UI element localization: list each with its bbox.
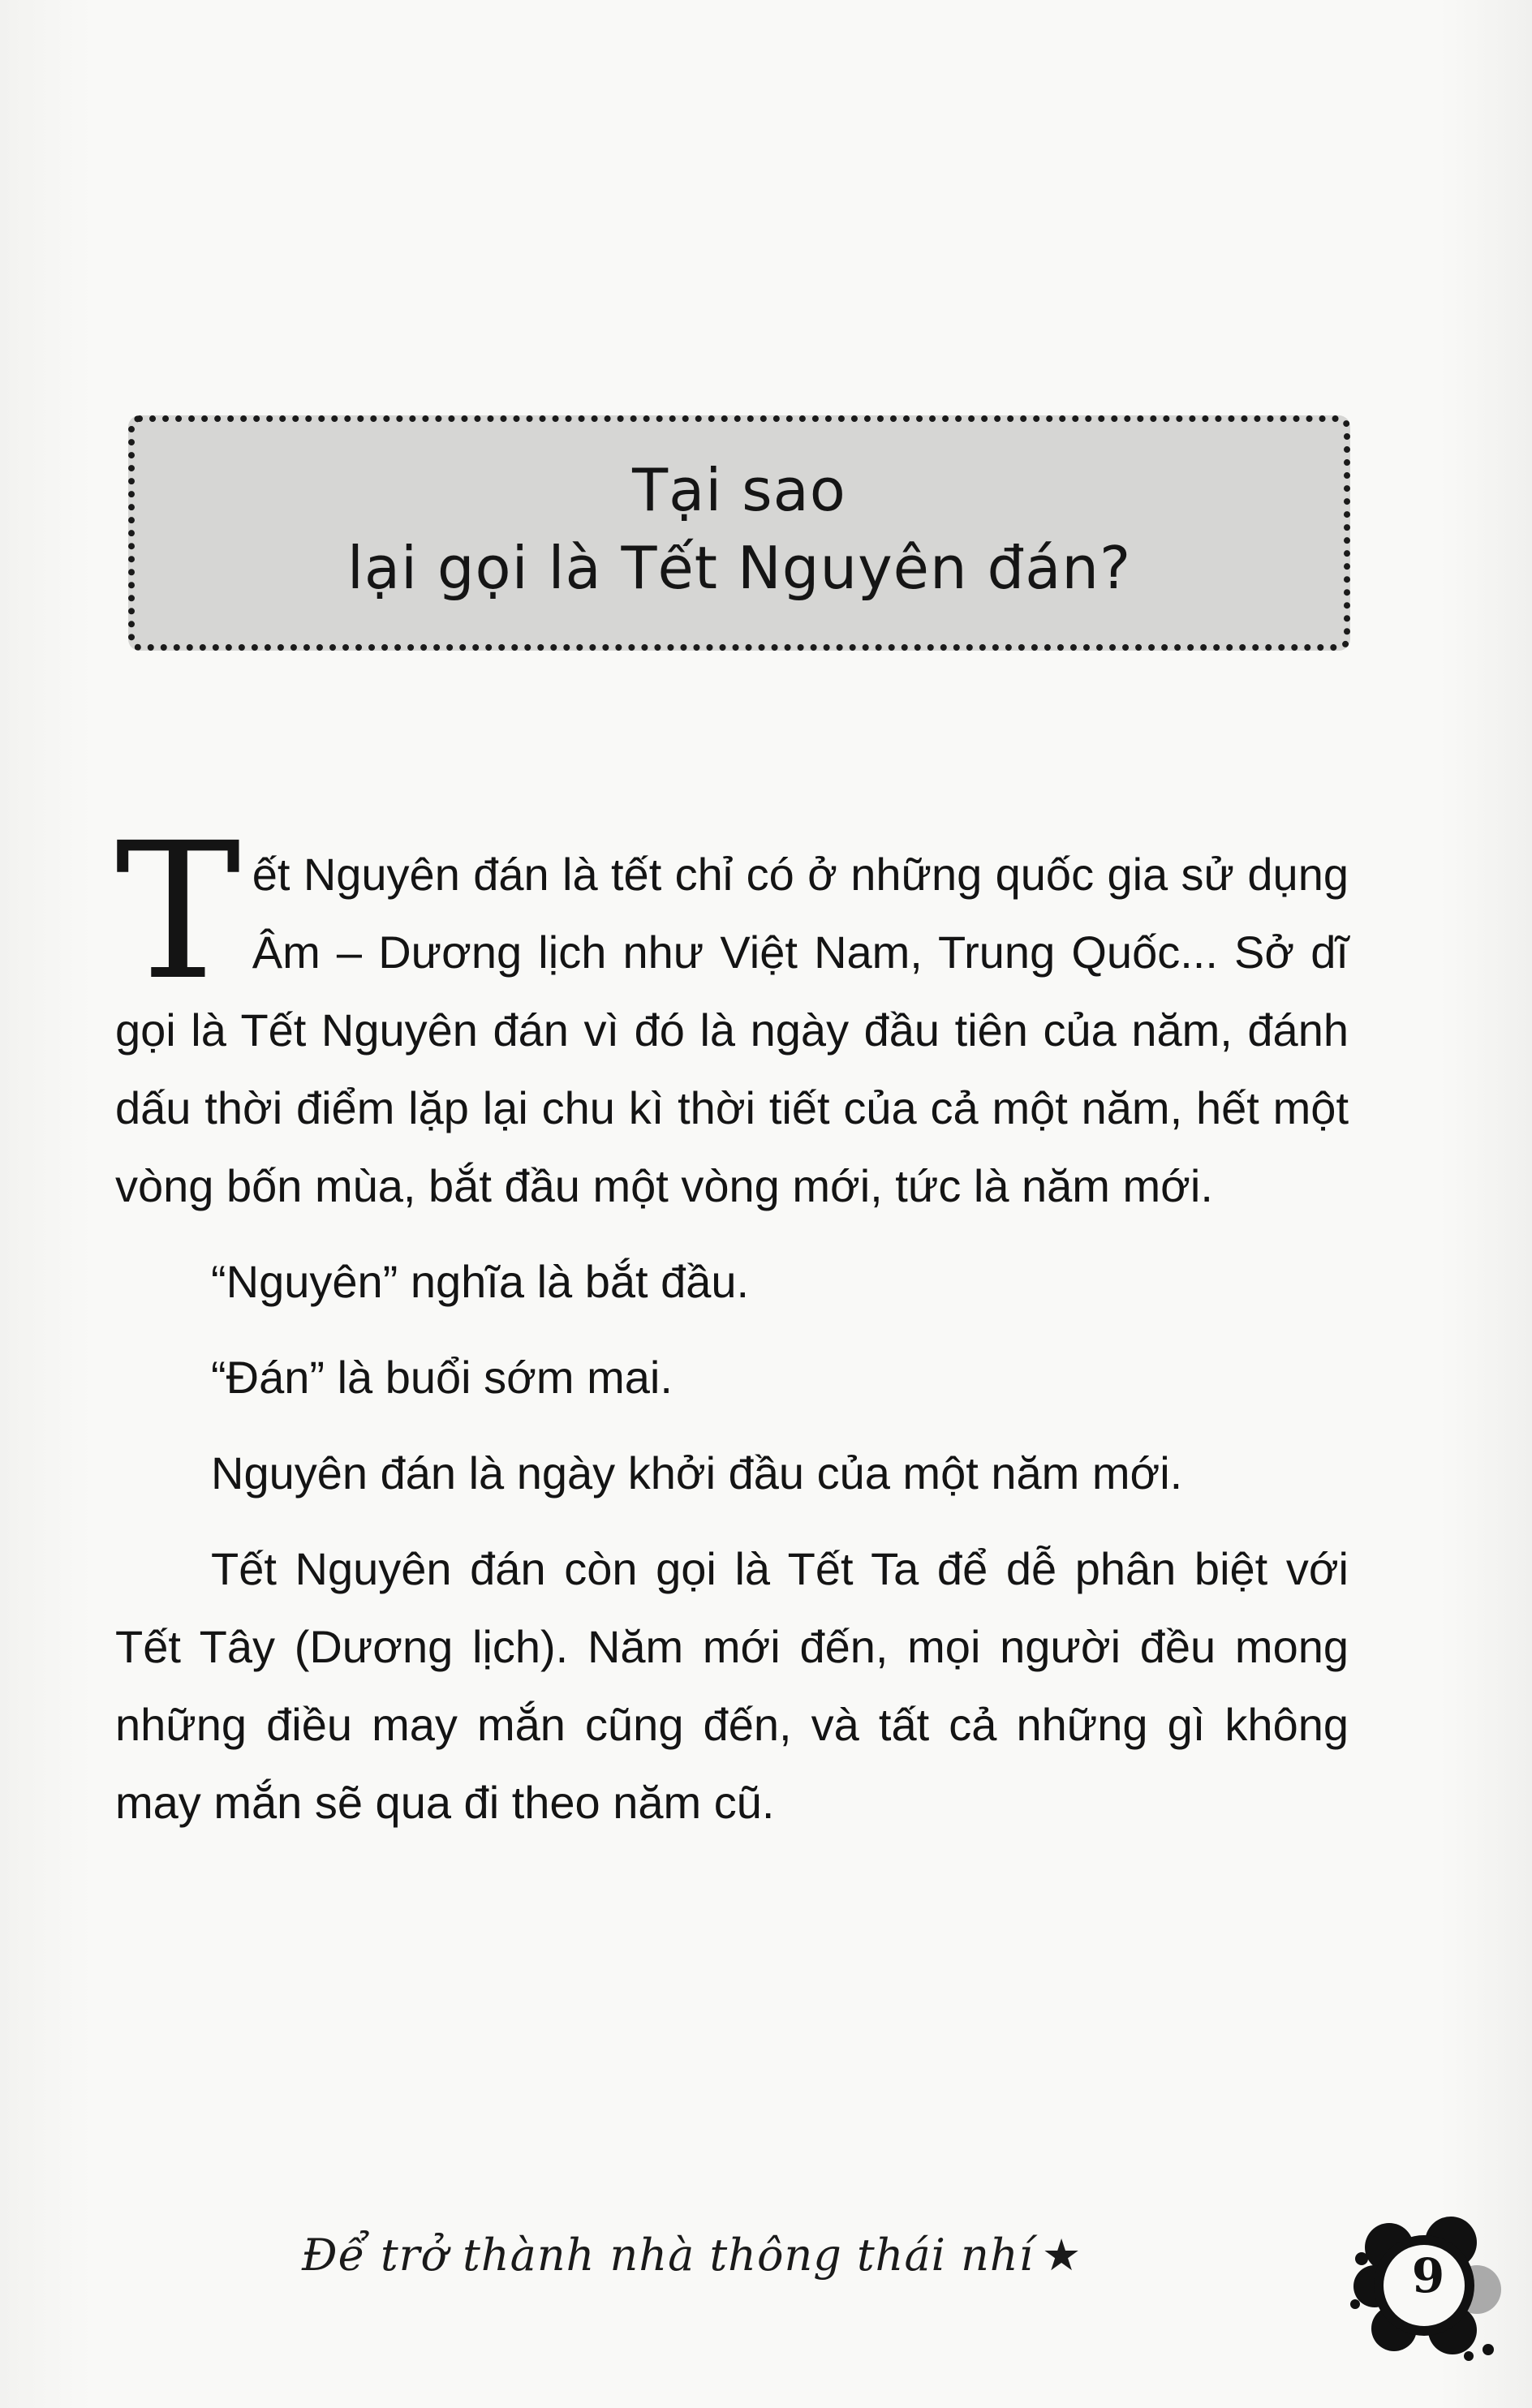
- chapter-title-box: [128, 415, 1350, 651]
- page-number: 9: [1411, 2248, 1445, 2303]
- chapter-title-line-1: Tại sao: [632, 456, 846, 524]
- paragraph-4: Nguyên đán là ngày khởi đầu của một năm mới.: [211, 1447, 1183, 1499]
- chapter-title-line-2: lại gọi là Tết Nguyên đán?: [346, 534, 1132, 602]
- star-icon: ★: [1041, 2230, 1082, 2281]
- body-text: [115, 802, 1349, 1860]
- drop-cap: T: [115, 802, 241, 1021]
- paragraph-1: [115, 802, 1349, 1225]
- running-footer: [302, 2227, 1194, 2284]
- book-title: Để trở thành nhà thông thái nhí: [302, 2230, 1034, 2281]
- paragraph-5: Tết Nguyên đán còn gọi là Tết Ta để dễ phân biệt với Tết Tây (Dương lịch). Năm mới đến, mọi người đều mong những điều may mắn cũng đến, và tất cả những gì không may mắn sẽ qua đi theo năm cũ.: [115, 1543, 1349, 1828]
- paragraph-1-text: ết Nguyên đán là tết chỉ có ở những quốc gia sử dụng Âm – Dương lịch như Việt Nam, Trung Quốc... Sở dĩ gọi là Tết Nguyên đán vì đó là ngày đầu tiên của năm, đánh dấu thời điểm lặp lại chu kì thời tiết của cả một năm, hết một vòng bốn mùa, bắt đầu một vòng mới, tức là năm mới.: [115, 849, 1349, 1211]
- paragraph-3: “Đán” là buổi sớm mai.: [211, 1352, 673, 1403]
- paragraph-2: “Nguyên” nghĩa là bắt đầu.: [211, 1256, 750, 1307]
